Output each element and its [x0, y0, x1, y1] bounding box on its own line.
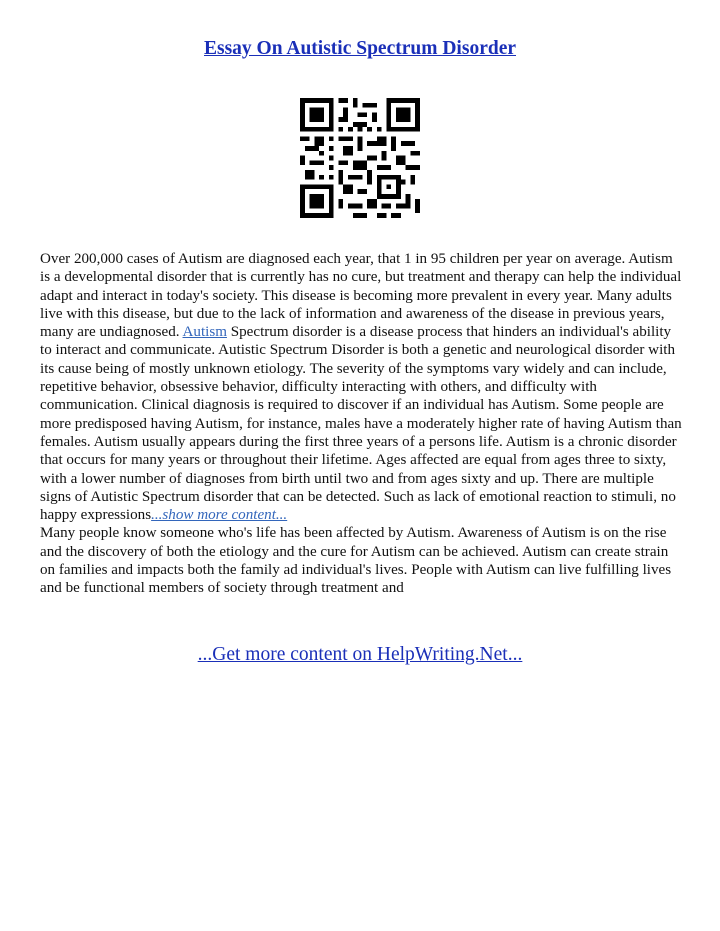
paragraph-1-text-end: Spectrum disorder is a disease process that hinders an individual's ability to interact and communicate. Autistic Spectrum Disorder is both a genetic and neurological disorder with its cause being of mostly unknown etiology. The severity of the symptoms vary widely and can include, repetitive behavior, obsessive behavior, difficulty interacting with others, and difficulty with communication. Clinical diagnosis is required to discover if an individual has Autism. Some people are more predisposed having Autism, for instance, males have a moderately higher rate of having Autism than females. Autism usually appears during the first three years of a persons life. Autism is a chronic disorder that occurs for many years or throughout their lifetime. Ages affected are equal from ages three to sixty, with a lower number of diagnoses from birth until two and from ages sixty and up. There are multiple signs of Autistic Spectrum disorder that can be detected. Such as lack of emotional reaction to stimuli, no happy expressions: [40, 324, 682, 524]
essay-body: [40, 250, 682, 598]
get-more-content-link[interactable]: ...Get more content on HelpWriting.Net...: [197, 644, 523, 665]
qr-code-image: [300, 98, 420, 218]
paragraph-1-text-start: Over 200,000 cases of Autism are diagnosed each year, that 1 in 95 children per year on average. Autism is a developmental disorder that is currently has no cure, but treatment and therapy can help the individual adapt and interact in today's society. This disease is becoming more prevalent in every year. Many adults live with this disease, but due to the lack of information and awareness of the disease in previous years, many are undiagnosed.: [40, 251, 682, 341]
essay-title[interactable]: Essay On Autistic Spectrum Disorder: [204, 38, 516, 59]
autism-link[interactable]: Autism: [182, 324, 227, 341]
essay-paragraph-1: [40, 250, 682, 524]
show-more-link[interactable]: ...show more content...: [151, 507, 288, 524]
essay-paragraph-2: Many people know someone who's life has been affected by Autism. Awareness of Autism is on the rise and the discovery of both the etiology and the cure for Autism can be achieved. Autism can create strain on families and impacts both the family ad individual's lives. People with Autism can live fulfilling lives and be functional members of society through treatment and: [40, 525, 672, 597]
